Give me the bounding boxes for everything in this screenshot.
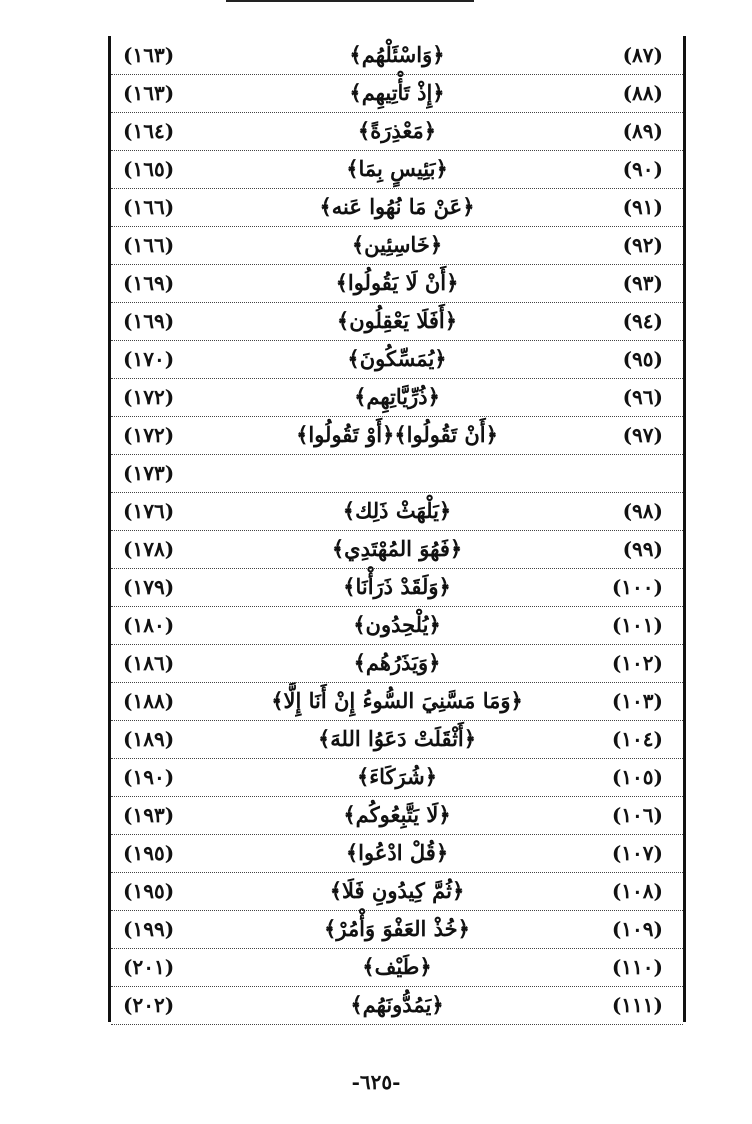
page-reference: (١٩٥) <box>123 841 175 865</box>
table-row <box>111 872 683 911</box>
entry-number: (١٠٦) <box>611 803 663 827</box>
page-reference: (١٧٢) <box>123 385 175 409</box>
entry-number: (٨٩) <box>622 119 663 143</box>
entry-number: (٩٤) <box>622 309 663 333</box>
quranic-word: ﴿قُلْ ادْعُوا﴾ <box>345 840 449 865</box>
table-row <box>111 226 683 265</box>
table-row <box>111 606 683 645</box>
quranic-word: ﴿فَهُوَ المُهْتَدِي﴾ <box>331 536 463 561</box>
top-rule <box>226 0 474 2</box>
entry-number: (٩٥) <box>622 347 663 371</box>
page-reference: (١٦٤) <box>123 119 175 143</box>
table-row <box>111 986 683 1025</box>
page-reference: (١٨٩) <box>123 727 175 751</box>
table-row <box>111 340 683 379</box>
entry-number: (١٠٤) <box>611 727 663 751</box>
page-reference: (١٦٥) <box>123 157 175 181</box>
quranic-word: ﴿يُمَسِّكُونَ﴾ <box>347 346 447 371</box>
page-reference: (١٧٣) <box>123 461 175 485</box>
index-table <box>108 36 686 1022</box>
entry-number: (١٠٨) <box>611 879 663 903</box>
table-row <box>111 36 683 75</box>
quranic-word: ﴿خَاسِئِين﴾ <box>351 232 443 257</box>
entry-number: (٩٨) <box>622 499 663 523</box>
entry-number: (٩٣) <box>622 271 663 295</box>
table-row <box>111 416 683 455</box>
quranic-word: ﴿وَلَقَدْ ذَرَأْنَا﴾ <box>343 574 451 599</box>
page-reference: (١٨٨) <box>123 689 175 713</box>
entry-number: (٩٩) <box>622 537 663 561</box>
page-reference: (٢٠٢) <box>123 993 175 1017</box>
entry-number: (٨٧) <box>622 43 663 67</box>
entry-number: (١١١) <box>611 993 663 1017</box>
entry-number: (٨٨) <box>622 81 663 105</box>
table-row <box>111 454 683 493</box>
table-row <box>111 910 683 949</box>
page-reference: (١٧٢) <box>123 423 175 447</box>
entry-number: (١٠٢) <box>611 651 663 675</box>
page-reference: (١٧٩) <box>123 575 175 599</box>
table-row <box>111 150 683 189</box>
page-reference: (١٩٠) <box>123 765 175 789</box>
entry-number: (٩٦) <box>622 385 663 409</box>
page-reference: (١٦٦) <box>123 233 175 257</box>
quranic-word: ﴿شُرَكَاءَ﴾ <box>356 764 438 789</box>
page-reference: (١٨٠) <box>123 613 175 637</box>
quranic-word: ﴿أَثْقَلَتْ دَعَوُا اللهَ﴾ <box>317 726 477 751</box>
page-reference: (١٦٩) <box>123 309 175 333</box>
table-row <box>111 682 683 721</box>
quranic-word: ﴿بَئِيسٍ بِمَا﴾ <box>346 156 448 181</box>
entry-number: (١٠٧) <box>611 841 663 865</box>
table-row <box>111 758 683 797</box>
quranic-word: ﴿أَنْ لَا يَقُولُوا﴾ <box>335 270 459 295</box>
table-row <box>111 74 683 113</box>
table-row <box>111 188 683 227</box>
entry-number: (١٠٣) <box>611 689 663 713</box>
entry-number: (١١٠) <box>611 955 663 979</box>
page-reference: (١٦٣) <box>123 43 175 67</box>
table-row <box>111 644 683 683</box>
quranic-word: ﴿مَعْذِرَةً﴾ <box>357 118 437 143</box>
quranic-word: ﴿خُذْ العَفْوَ وَأْمُرْ﴾ <box>324 916 470 941</box>
page-reference: (١٧٦) <box>123 499 175 523</box>
entry-number: (٩١) <box>622 195 663 219</box>
page-reference: (١٩٣) <box>123 803 175 827</box>
entry-number: (٩٧) <box>622 423 663 447</box>
quranic-word: ﴿يُلْحِدُون﴾ <box>353 612 441 637</box>
quranic-word: ﴿يَمُدُّونَهُم﴾ <box>350 992 444 1017</box>
quranic-word <box>251 454 543 492</box>
entry-number: (٩٠) <box>622 157 663 181</box>
quranic-word: ﴿ذُرِّيَّاتِهِم﴾ <box>354 384 440 409</box>
page-reference: (١٧٨) <box>123 537 175 561</box>
quranic-word: ﴿أَفَلَا يَعْقِلُون﴾ <box>336 308 458 333</box>
page-number: -٦٢٥- <box>351 1070 401 1094</box>
page-reference: (١٦٩) <box>123 271 175 295</box>
page-reference: (١٨٦) <box>123 651 175 675</box>
table-row <box>111 948 683 987</box>
entry-number <box>553 454 663 492</box>
quranic-word: ﴿عَنْ مَا نُهُوا عَنه﴾ <box>319 194 475 219</box>
table-row <box>111 796 683 835</box>
table-row <box>111 112 683 151</box>
quranic-word: ﴿طَيْف﴾ <box>362 954 432 979</box>
entry-number: (١٠٥) <box>611 765 663 789</box>
page-reference: (١٩٥) <box>123 879 175 903</box>
quranic-word: ﴿لَا يَتَّبِعُوكُم﴾ <box>343 802 451 827</box>
entry-number: (١٠١) <box>611 613 663 637</box>
table-row <box>111 530 683 569</box>
quranic-word: ﴿ثُمَّ كِيدُونِ فَلَا﴾ <box>329 878 465 903</box>
page-reference: (١٧٠) <box>123 347 175 371</box>
table-row <box>111 720 683 759</box>
table-row <box>111 834 683 873</box>
quranic-word: ﴿وَمَا مَسَّنِيَ السُّوءُ إِنْ أَنَا إِلَّا﴾ <box>271 688 523 713</box>
table-row <box>111 302 683 341</box>
quranic-word: ﴿إِذْ تَأْتِيهِم﴾ <box>349 80 445 105</box>
entry-number: (١٠٩) <box>611 917 663 941</box>
quranic-word: ﴿وَاسْئَلْهُم﴾ <box>349 42 445 67</box>
page-reference: (٢٠١) <box>123 955 175 979</box>
quranic-word: ﴿أَنْ تَقُولُوا﴾﴿أَوْ تَقُولُوا﴾ <box>296 422 498 447</box>
page-reference: (١٦٣) <box>123 81 175 105</box>
table-row <box>111 568 683 607</box>
entry-number: (٩٢) <box>622 233 663 257</box>
page-reference: (١٩٩) <box>123 917 175 941</box>
table-row <box>111 378 683 417</box>
table-row <box>111 264 683 303</box>
entry-number: (١٠٠) <box>611 575 663 599</box>
quranic-word: ﴿وَيَذَرُهُم﴾ <box>353 650 441 675</box>
quranic-word: ﴿يَلْهَثْ ذَلِك﴾ <box>342 498 452 523</box>
page-reference: (١٦٦) <box>123 195 175 219</box>
table-row <box>111 492 683 531</box>
